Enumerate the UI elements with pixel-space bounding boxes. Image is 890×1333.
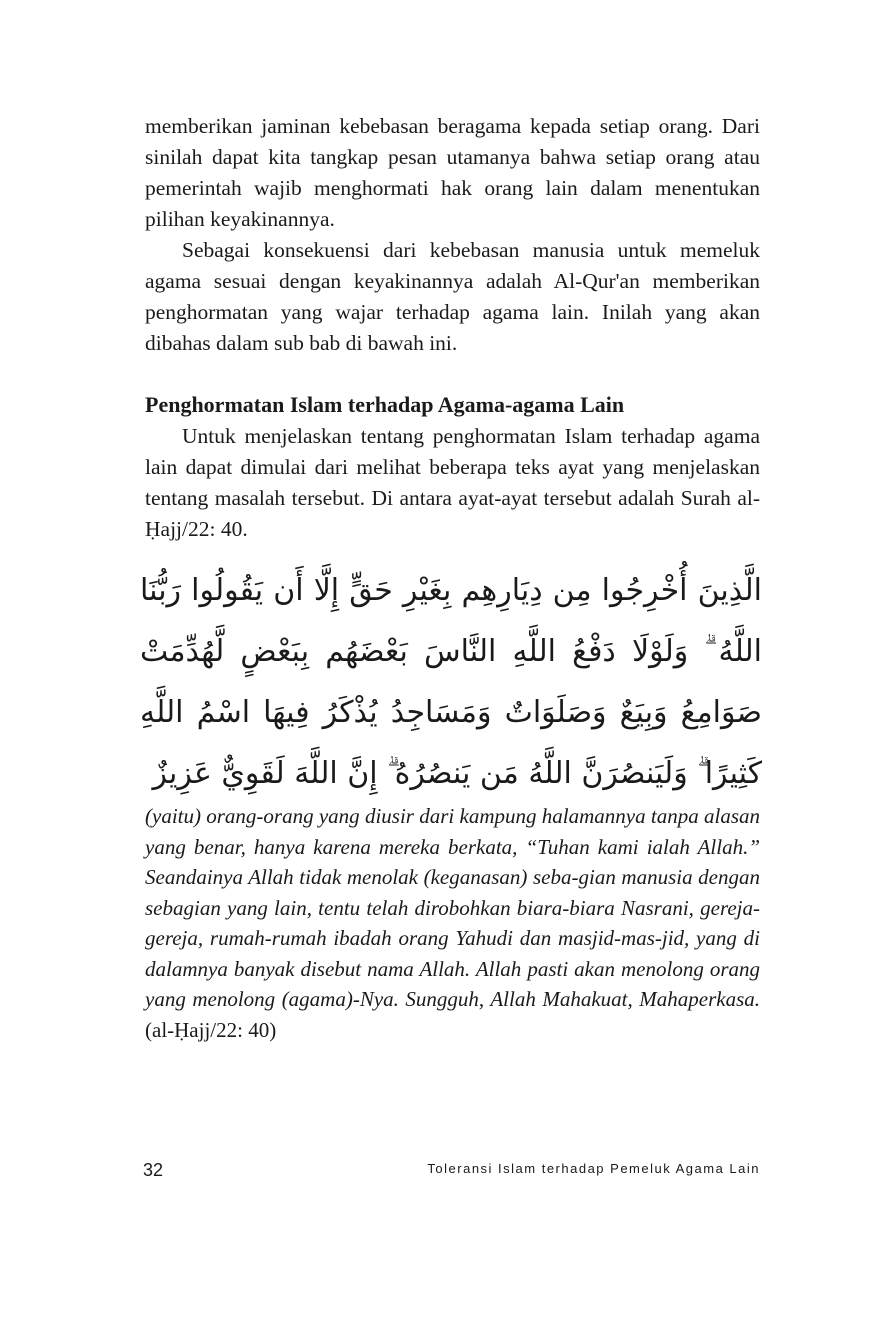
body-paragraph-3 [145,421,760,545]
paragraph-text: Untuk menjelaskan tentang penghormatan Islam terhadap agama lain dapat dimulai dari melihat beberapa teks ayat yang menjelaskan tentang masalah tersebut. Di antara ayat-ayat tersebut adalah Surah al-Ḥajj/22: 40. [145,424,760,541]
running-footer-title: Toleransi Islam terhadap Pemeluk Agama Lain [427,1161,760,1176]
quran-verse-arabic: الَّذِينَ أُخْرِجُوا مِن دِيَارِهِم بِغَيْرِ حَقٍّ إِلَّا أَن يَقُولُوا رَبُّنَا اللَّهُ ۗ وَلَوْلَا دَفْعُ اللَّهِ النَّاسَ بَعْضَهُم بِبَعْضٍ لَّهُدِّمَتْ صَوَامِعُ وَبِيَعٌ وَصَلَوَاتٌ وَمَسَاجِدُ يُذْكَرُ فِيهَا اسْمُ اللَّهِ كَثِيرًا ۗ وَلَيَنصُرَنَّ اللَّهُ مَن يَنصُرُهُ ۗ إِنَّ اللَّهَ لَقَوِيٌّ عَزِيزٌ [140,573,762,791]
verse-citation: (al-Ḥajj/22: 40) [145,1017,277,1042]
page-number: 32 [143,1160,164,1180]
paragraph-text: Sebagai konsekuensi dari kebebasan manusia untuk memeluk agama sesuai dengan keyakinannya adalah Al-Qur'an memberikan penghormatan yang wajar terhadap agama lain. Inilah yang akan dibahas dalam sub bab di bawah ini. [145,238,760,355]
section-heading: Penghormatan Islam terhadap Agama-agama Lain [145,392,625,417]
body-paragraph-1 [145,111,760,235]
verse-translation [145,801,760,1045]
translation-text: (yaitu) orang-orang yang diusir dari kampung halamannya tanpa alasan yang benar, hanya karena mereka berkata, “Tuhan kami ialah Allah.” Seandainya Allah tidak menolak (keganasan) seba-gian manusia dengan sebagian yang lain, tentu telah dirobohkan biara-biara Nasrani, gereja-gereja, rumah-rumah ibadah orang Yahudi dan masjid-mas-jid, yang di dalamnya banyak disebut nama Allah. Allah pasti akan menolong orang yang menolong (agama)-Nya. Sungguh, Allah Mahakuat, Mahaperkasa. [145,804,760,1011]
body-paragraph-2 [145,235,760,359]
paragraph-text: memberikan jaminan kebebasan beragama kepada setiap orang. Dari sinilah dapat kita tangkap pesan utamanya bahwa setiap orang atau pemerintah wajib menghormati hak orang lain dalam menentukan pilihan keyakinannya. [145,114,760,231]
